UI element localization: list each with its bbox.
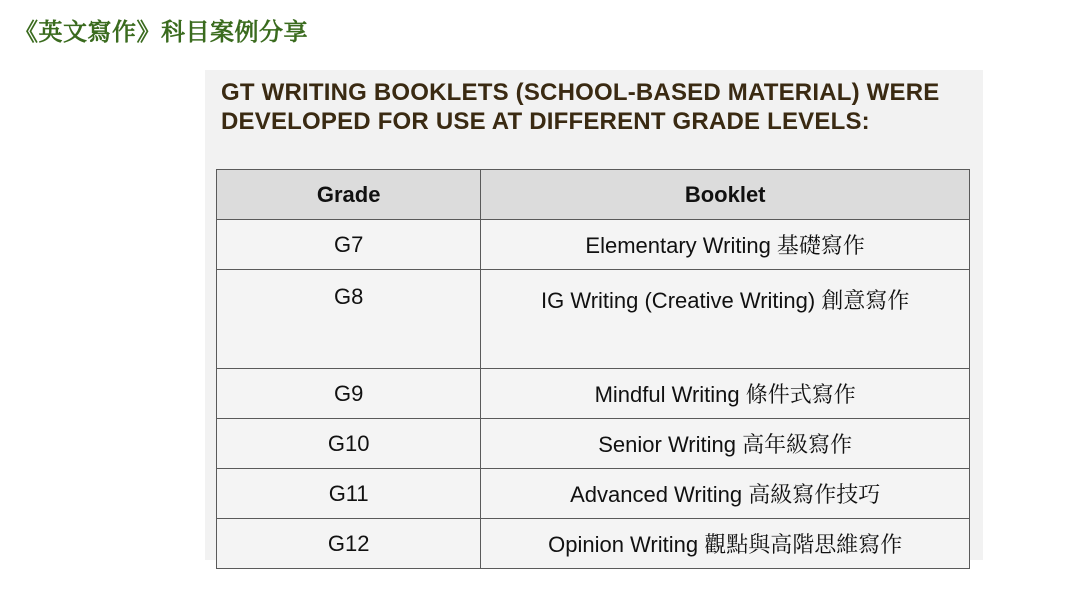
grade-cell: G10 — [217, 419, 481, 469]
booklet-table — [216, 169, 970, 569]
panel-heading: GT WRITING BOOKLETS (SCHOOL-BASED MATERIAL) WERE DEVELOPED FOR USE AT DIFFERENT GRADE LEVELS: — [221, 79, 940, 135]
booklet-cell: Mindful Writing 條件式寫作 — [481, 369, 970, 419]
header-grade: Grade — [217, 170, 481, 220]
booklet-cell: Advanced Writing 高級寫作技巧 — [481, 469, 970, 519]
header-booklet: Booklet — [481, 170, 970, 220]
grade-cell: G8 — [217, 270, 481, 369]
table-row — [217, 519, 970, 569]
grade-cell: G12 — [217, 519, 481, 569]
table-row — [217, 220, 970, 270]
grade-cell: G11 — [217, 469, 481, 519]
table-row — [217, 270, 970, 369]
content-panel — [205, 70, 983, 560]
booklet-cell: Opinion Writing 觀點與高階思維寫作 — [481, 519, 970, 569]
table-row — [217, 419, 970, 469]
table-row — [217, 469, 970, 519]
booklet-cell: Senior Writing 高年級寫作 — [481, 419, 970, 469]
grade-cell: G7 — [217, 220, 481, 270]
booklet-cell: Elementary Writing 基礎寫作 — [481, 220, 970, 270]
grade-cell: G9 — [217, 369, 481, 419]
booklet-cell: IG Writing (Creative Writing) 創意寫作 — [481, 270, 970, 369]
slide-title: 《英文寫作》科目案例分享 — [14, 19, 308, 46]
table-header-row — [217, 170, 970, 220]
table-row — [217, 369, 970, 419]
